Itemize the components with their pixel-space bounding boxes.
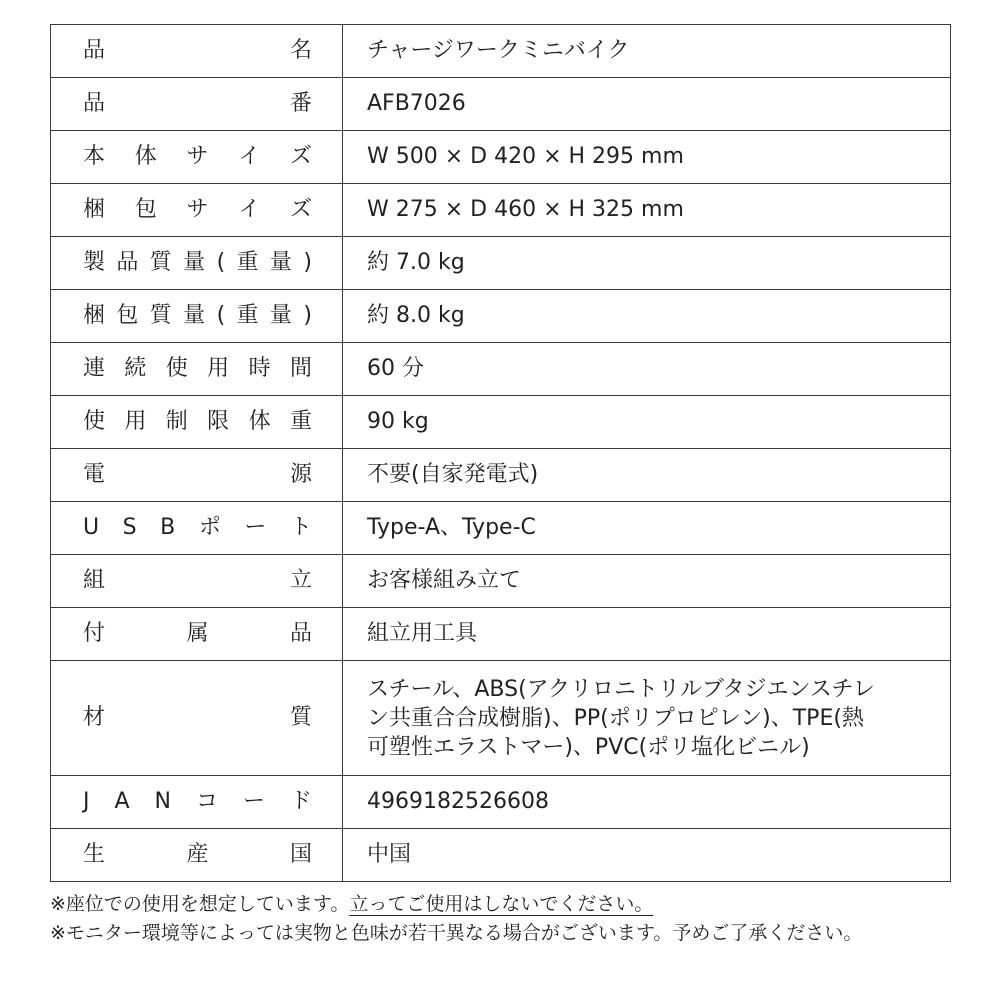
spec-label-char: 重 <box>289 409 312 434</box>
spec-label-char: 重 <box>236 303 259 328</box>
spec-label-char: 使 <box>83 409 106 434</box>
spec-label-char: ズ <box>289 197 312 222</box>
spec-label-cell <box>51 829 343 882</box>
spec-label-char: 品 <box>116 250 139 275</box>
spec-label-char: イ <box>238 197 261 222</box>
spec-label-char: ド <box>289 789 312 814</box>
spec-value-line: ン共重合合成樹脂)、PP(ポリプロピレン)、TPE(熱 <box>367 705 864 731</box>
spec-label-char: イ <box>238 144 261 169</box>
spec-label <box>83 464 312 486</box>
spec-label-char: ト <box>289 515 312 540</box>
spec-row <box>51 78 951 131</box>
spec-label <box>83 146 312 168</box>
spec-label <box>83 305 312 327</box>
spec-row <box>51 449 951 502</box>
spec-label-char: 量 <box>269 250 292 275</box>
spec-label-char: ー <box>242 789 265 814</box>
spec-label-char: ) <box>303 303 312 328</box>
spec-row <box>51 661 951 776</box>
spec-row <box>51 776 951 829</box>
spec-row <box>51 237 951 290</box>
spec-label-char: サ <box>186 144 209 169</box>
spec-row <box>51 343 951 396</box>
spec-label-cell <box>51 396 343 449</box>
spec-label-char: ポ <box>198 515 221 540</box>
spec-label-char: 製 <box>83 250 106 275</box>
spec-label <box>83 252 312 274</box>
spec-label-cell <box>51 343 343 396</box>
spec-row <box>51 396 951 449</box>
spec-value: お客様組み立て <box>343 555 951 608</box>
spec-label-char: ー <box>244 515 267 540</box>
spec-row <box>51 555 951 608</box>
spec-label-char: B <box>160 515 176 540</box>
spec-label-char: 品 <box>83 38 106 63</box>
spec-label-char: 包 <box>134 197 157 222</box>
spec-label-cell <box>51 608 343 661</box>
spec-label <box>83 517 312 539</box>
spec-label <box>83 623 312 645</box>
spec-value: AFB7026 <box>343 78 951 131</box>
spec-label-char: 番 <box>289 91 312 116</box>
spec-label-char: 属 <box>186 621 209 646</box>
spec-value: 不要(自家発電式) <box>343 449 951 502</box>
spec-label-char: 本 <box>83 144 106 169</box>
spec-label-char: 間 <box>289 356 312 381</box>
spec-label-char: 品 <box>289 621 312 646</box>
spec-label-cell <box>51 449 343 502</box>
spec-label-char: 付 <box>83 621 106 646</box>
spec-label-char: 質 <box>149 250 172 275</box>
spec-label-char: 用 <box>207 356 230 381</box>
spec-label-char: J <box>83 789 90 814</box>
note-monitor-color: ※モニター環境等によっては実物と色味が若干異なる場合がございます。予めご了承ください。 <box>50 922 863 944</box>
spec-label-cell <box>51 78 343 131</box>
spec-value-line: 可塑性エラストマー)、PVC(ポリ塩化ビニル) <box>367 734 810 760</box>
spec-label-cell <box>51 661 343 776</box>
spec-value: 約 7.0 kg <box>343 237 951 290</box>
spec-label <box>83 707 312 729</box>
spec-label-char: 量 <box>183 250 206 275</box>
spec-row <box>51 829 951 882</box>
spec-value: 中国 <box>343 829 951 882</box>
spec-value: Type-A、Type-C <box>343 502 951 555</box>
spec-label-char: 制 <box>165 409 188 434</box>
spec-label-cell <box>51 555 343 608</box>
spec-label <box>83 844 312 866</box>
spec-label-char: 限 <box>207 409 230 434</box>
spec-label <box>83 570 312 592</box>
spec-label-char: 名 <box>289 38 312 63</box>
spec-label-cell <box>51 184 343 237</box>
spec-label-cell <box>51 776 343 829</box>
spec-label-char: 包 <box>116 303 139 328</box>
spec-value: 90 kg <box>343 396 951 449</box>
spec-label <box>83 411 312 433</box>
spec-label-char: 産 <box>186 842 209 867</box>
spec-label-char: 体 <box>248 409 271 434</box>
spec-label-char: 続 <box>124 356 147 381</box>
spec-row <box>51 608 951 661</box>
spec-label-char: 品 <box>83 91 106 116</box>
spec-label-char: 組 <box>83 568 106 593</box>
spec-label-char: 量 <box>183 303 206 328</box>
spec-table-body <box>51 25 951 882</box>
spec-label-char: ズ <box>289 144 312 169</box>
notes <box>50 890 970 948</box>
spec-row <box>51 25 951 78</box>
spec-label-char: 材 <box>83 705 106 730</box>
spec-label-char: S <box>122 515 137 540</box>
spec-label-char: 梱 <box>83 303 106 328</box>
spec-label-char: 質 <box>289 705 312 730</box>
spec-label-char: 重 <box>236 250 259 275</box>
note-seated-use-warning: 立ってご使用はしないでください。 <box>349 893 654 915</box>
spec-label-char: 源 <box>289 462 312 487</box>
spec-label-char: N <box>154 789 171 814</box>
spec-label-char: 立 <box>289 568 312 593</box>
spec-label-char: U <box>83 515 100 540</box>
spec-label-char: 連 <box>83 356 106 381</box>
spec-label-char: 梱 <box>83 197 106 222</box>
spec-label <box>83 791 312 813</box>
spec-row <box>51 502 951 555</box>
spec-label-char: ( <box>216 250 226 275</box>
spec-label-char: ( <box>216 303 226 328</box>
spec-value <box>343 661 951 776</box>
spec-table <box>50 24 951 882</box>
spec-label <box>83 40 312 62</box>
spec-value: 4969182526608 <box>343 776 951 829</box>
spec-label-char: コ <box>195 789 218 814</box>
spec-label <box>83 93 312 115</box>
spec-label-char: 用 <box>124 409 147 434</box>
spec-label-char: 使 <box>165 356 188 381</box>
spec-label-cell <box>51 25 343 78</box>
spec-value: W 500 × D 420 × H 295 mm <box>343 131 951 184</box>
spec-label-char: A <box>114 789 130 814</box>
spec-label-cell <box>51 290 343 343</box>
spec-value: 60 分 <box>343 343 951 396</box>
spec-label-cell <box>51 502 343 555</box>
spec-value-line: スチール、ABS(アクリロニトリルブタジエンスチレ <box>367 676 875 702</box>
spec-label-char: 電 <box>83 462 106 487</box>
spec-label-char: 国 <box>289 842 312 867</box>
spec-row <box>51 131 951 184</box>
spec-label-char: 生 <box>83 842 106 867</box>
spec-label-char: ) <box>303 250 312 275</box>
note-seated-use-prefix: ※座位での使用を想定しています。 <box>50 893 350 915</box>
spec-value: 組立用工具 <box>343 608 951 661</box>
spec-label-cell <box>51 237 343 290</box>
spec-label-cell <box>51 131 343 184</box>
spec-label-char: 時 <box>248 356 271 381</box>
spec-value: W 275 × D 460 × H 325 mm <box>343 184 951 237</box>
spec-row <box>51 184 951 237</box>
spec-label <box>83 358 312 380</box>
spec-label-char: 質 <box>149 303 172 328</box>
note-seated-use <box>50 890 970 919</box>
spec-label-char: サ <box>186 197 209 222</box>
spec-value: 約 8.0 kg <box>343 290 951 343</box>
spec-label-char: 量 <box>269 303 292 328</box>
spec-value: チャージワークミニバイク <box>343 25 951 78</box>
spec-row <box>51 290 951 343</box>
spec-label-char: 体 <box>134 144 157 169</box>
spec-label <box>83 199 312 221</box>
